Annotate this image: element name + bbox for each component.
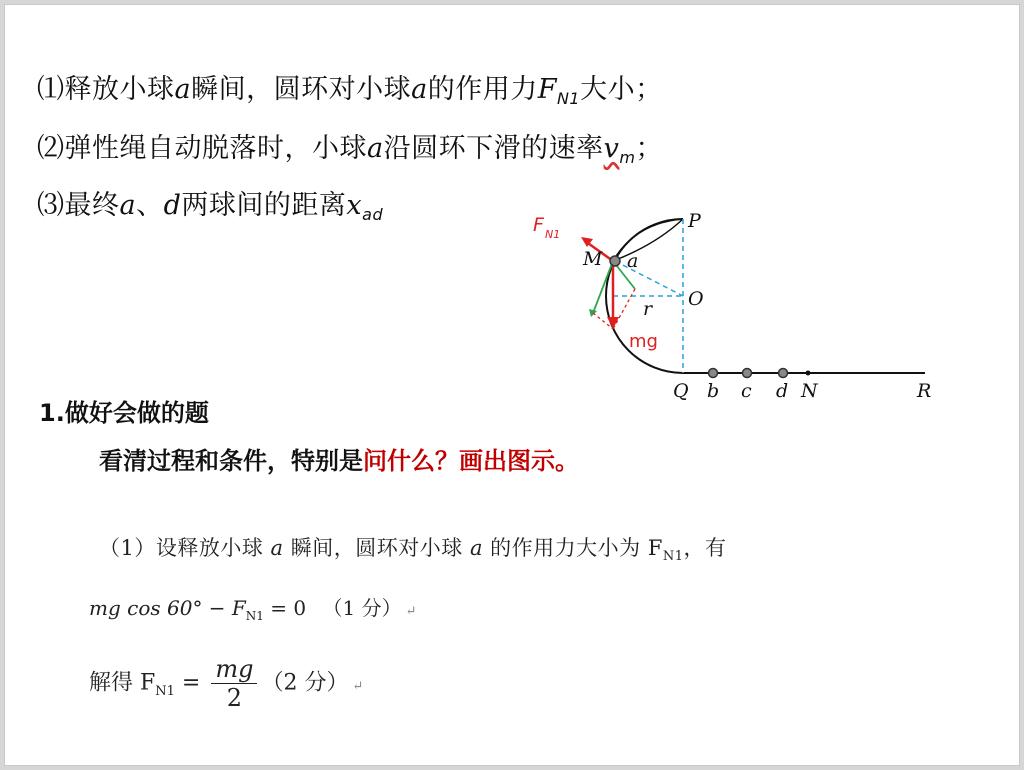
sol3-score: （2 分） [261, 670, 349, 696]
label-fn1-sub: N1 [545, 228, 561, 241]
sol1-text: 的作用力大小为 F [482, 536, 663, 560]
point-n [806, 371, 811, 376]
sol3-text: 解得 F [89, 670, 156, 696]
advice-highlight: 问什么？画出图示。 [363, 447, 579, 475]
ball-c [743, 369, 752, 378]
label-d: d [776, 380, 789, 402]
q1-sub: N1 [556, 89, 581, 108]
q3-var-d: d [163, 190, 182, 221]
q2-text: ⑵弹性绳自动脱落时，小球 [37, 133, 367, 164]
physics-diagram [525, 205, 945, 405]
q2-var-v: v [603, 133, 620, 164]
sol3-sub: N1 [155, 683, 175, 699]
label-p: P [688, 210, 701, 232]
sol1-text: 瞬间，圆环对小球 [283, 536, 470, 560]
label-c: c [741, 380, 752, 402]
sol1-text: （1）设释放小球 [99, 536, 271, 560]
return-mark: ↵ [405, 604, 417, 619]
q3-sub: ad [362, 205, 384, 224]
label-mg: mg [629, 331, 658, 352]
question-1 [37, 67, 663, 108]
question-2 [37, 126, 663, 167]
advice-text: 看清过程和条件，特别是 [99, 447, 363, 475]
q2-sub: m [619, 148, 636, 167]
ball-a [610, 256, 620, 266]
sol2-eq: mg cos 60° − F [89, 596, 246, 620]
q1-var-a: a [411, 74, 428, 105]
label-r: r [643, 298, 653, 320]
label-o: O [688, 288, 704, 310]
solution-line-2 [89, 592, 417, 623]
elastic-cord-upper [613, 219, 683, 261]
q1-text: 的作用力 [427, 74, 538, 105]
q3-var-a: a [119, 190, 137, 221]
return-mark: ↵ [352, 678, 364, 694]
q1-text: 大小； [580, 74, 663, 105]
q1-text: ⑴释放小球 [37, 74, 175, 105]
label-b: b [707, 380, 720, 402]
elastic-cord-lower [613, 219, 683, 261]
frac-den: 2 [226, 684, 243, 712]
slide [4, 4, 1020, 766]
label-a: a [627, 250, 639, 272]
solution-line-3 [89, 655, 363, 712]
fraction [211, 655, 257, 712]
question-3 [37, 183, 383, 224]
label-q: Q [673, 380, 689, 402]
q3-text: 两球间的距离 [181, 190, 347, 221]
q2-text: ； [635, 133, 663, 164]
sol3-eq: = [174, 670, 208, 696]
q3-text: ⑶最终 [37, 190, 120, 221]
label-m: M [583, 248, 603, 270]
frac-num: mg [211, 655, 257, 684]
gravity-arrowhead [607, 317, 619, 329]
label-n: N [801, 380, 818, 402]
sol2-sub: N1 [245, 609, 264, 623]
q3-var-x: x [346, 190, 363, 221]
sol1-var: a [469, 536, 483, 560]
solution-line-1 [99, 532, 727, 564]
ball-d [779, 369, 788, 378]
label-r-end: R [917, 380, 932, 402]
q1-var-a: a [174, 74, 192, 105]
sol2-rhs: = 0 [263, 596, 307, 620]
parallelogram-dash [613, 289, 635, 329]
heading-tip: 1.做好会做的题 [39, 399, 209, 427]
q1-text: 瞬间，圆环对小球 [191, 74, 412, 105]
radius-dashed [615, 261, 683, 296]
ball-b [709, 369, 718, 378]
sol1-var: a [270, 536, 284, 560]
q3-text: 、 [136, 190, 164, 221]
sol2-score: （1 分） [322, 596, 402, 620]
q2-text: 沿圆环下滑的速率 [383, 133, 604, 164]
label-fn1: F [533, 214, 544, 236]
sol1-text: ，有 [683, 536, 727, 560]
heading-advice [99, 441, 579, 476]
q1-var-f: F [537, 74, 557, 105]
sol1-sub: N1 [662, 549, 684, 565]
q2-var-a: a [367, 133, 384, 164]
